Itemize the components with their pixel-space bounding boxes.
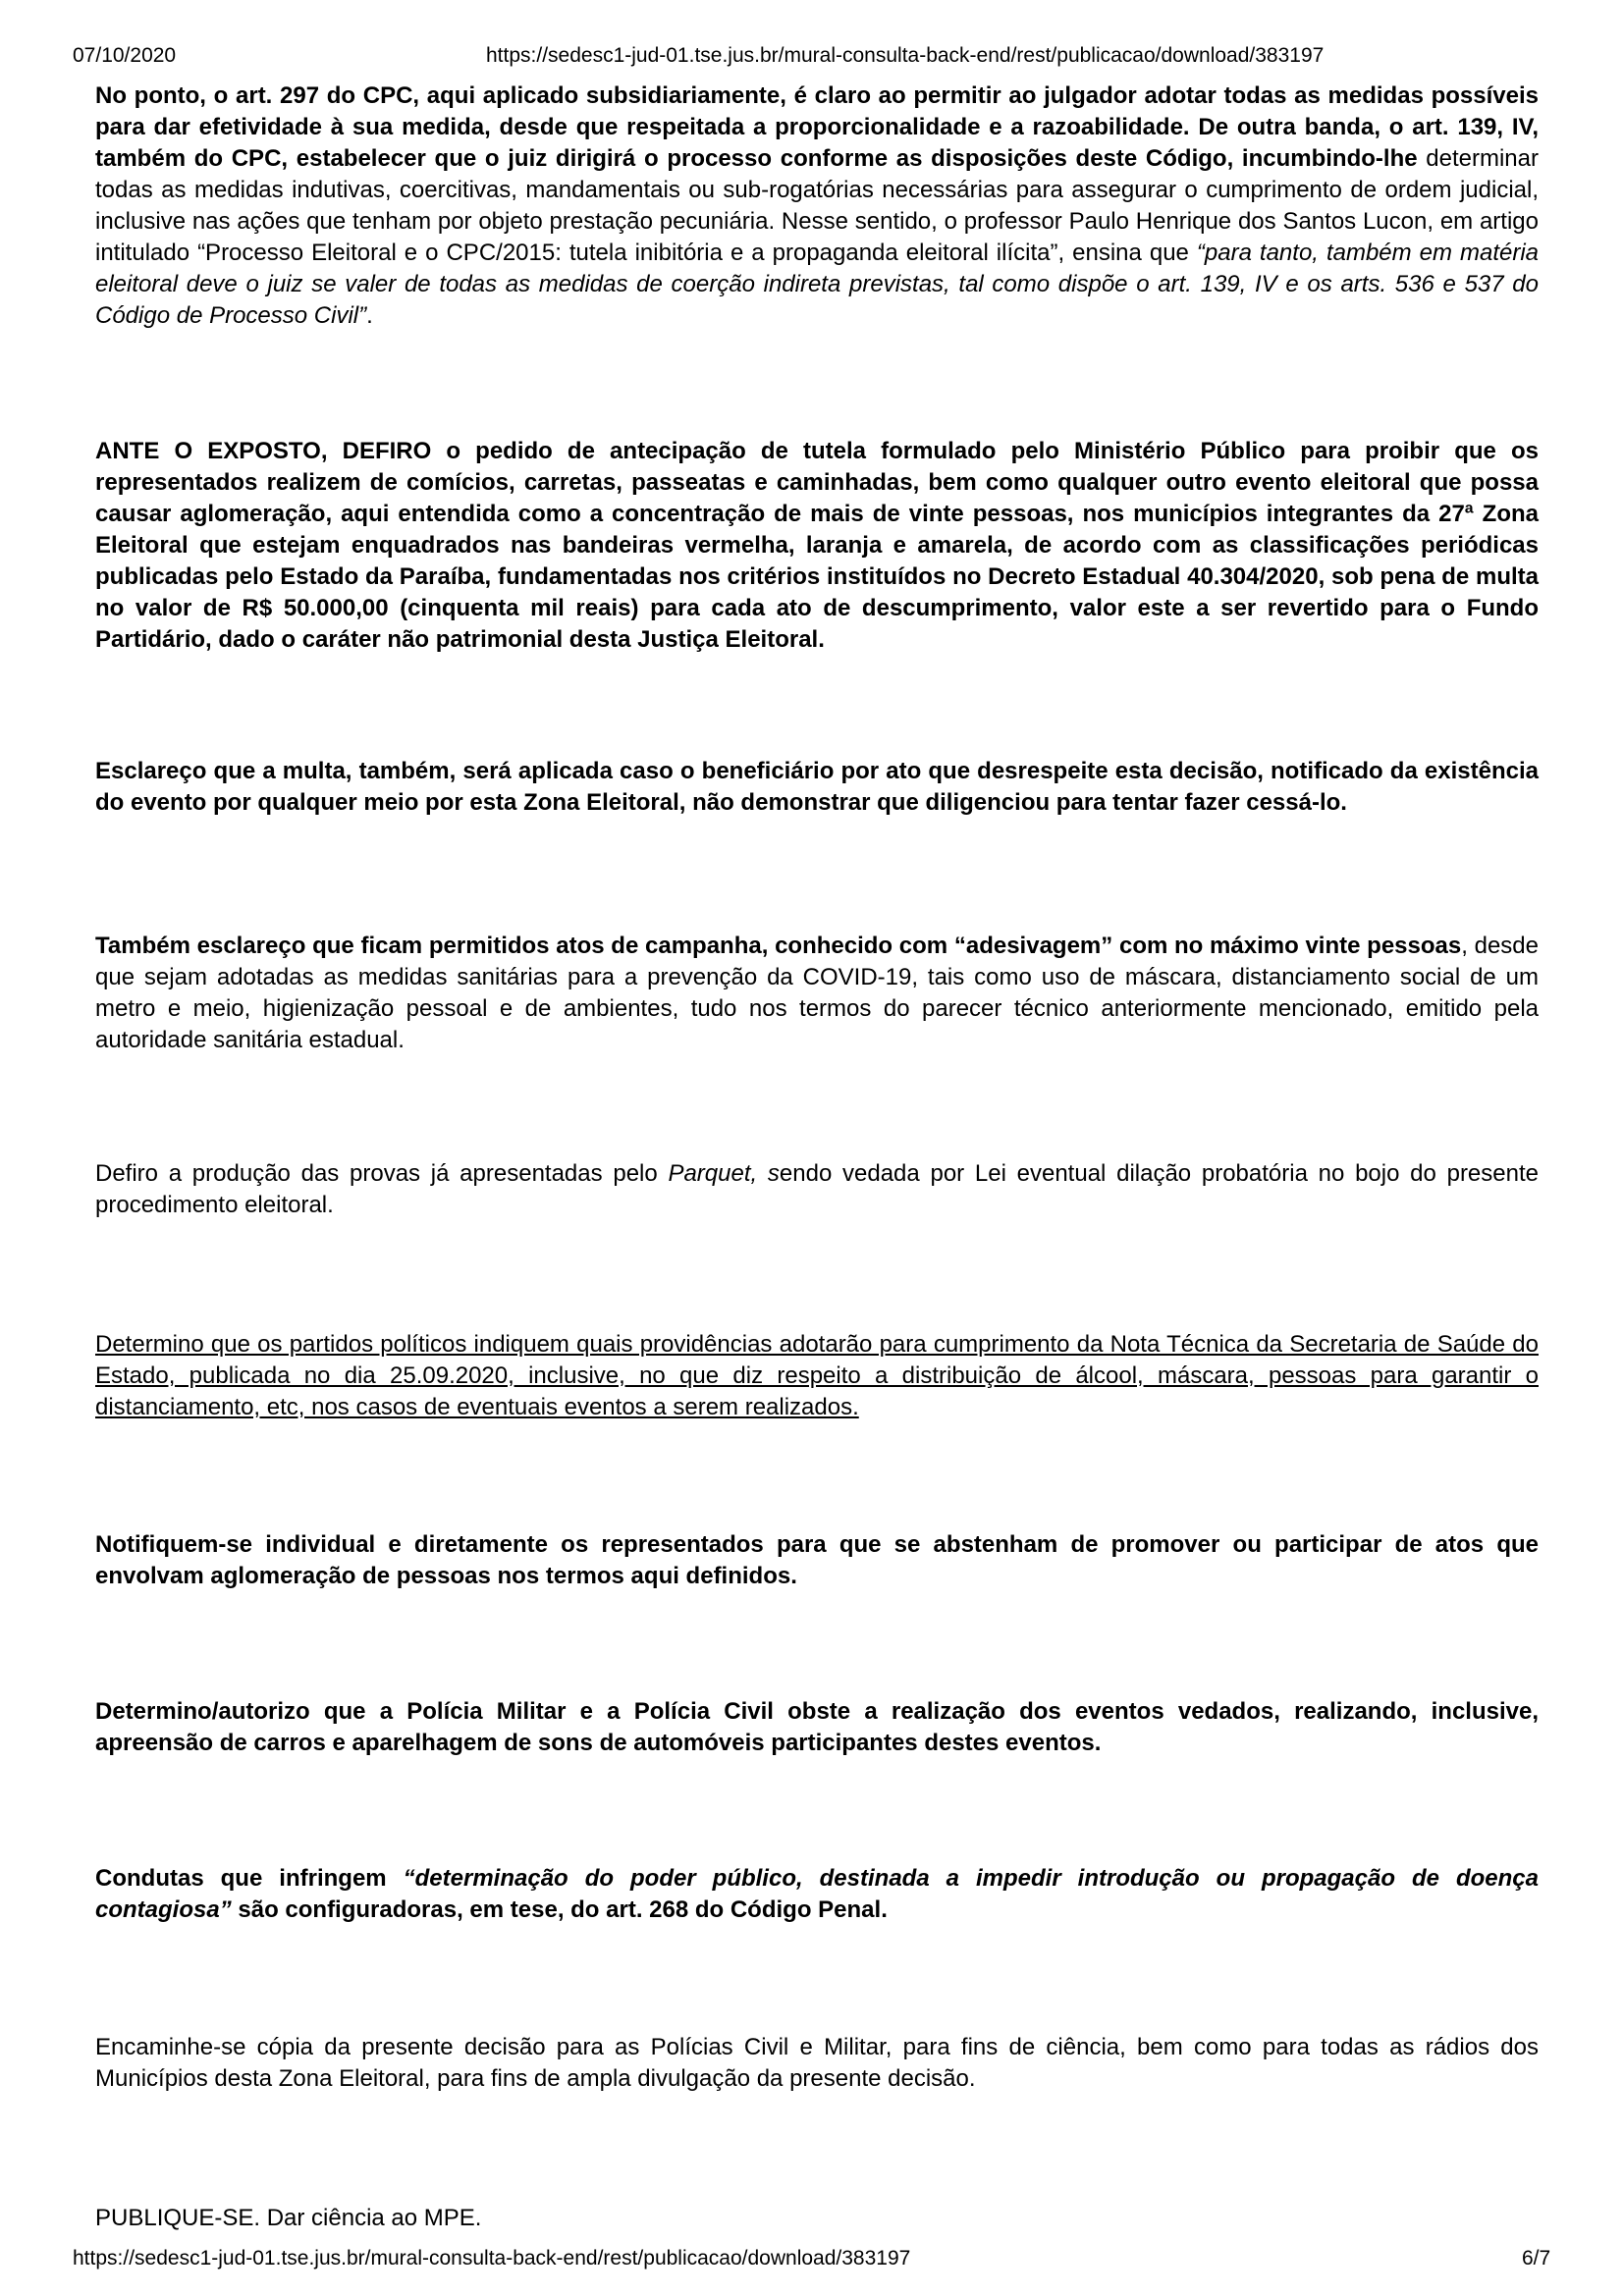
paragraph-text: determinar todas as medidas indutivas, coercitivas, mandamentais ou sub-rogatórias necessárias para assegurar o cumprimento de ordem judicial, inclusive nas ações que tenham por objeto prestação pecuniária. Nesse sentido, o professor Paulo Henrique dos Santos Lucon, em artigo intitulado “Processo Eleitoral e o CPC/2015: tutela inibitória e a propaganda eleitoral ilícita”, ensina que	[95, 145, 1539, 266]
paragraph-quote: “para tanto, também em matéria eleitoral deve o juiz se valer de todas as medidas de coerção indireta previstas, tal como dispõe o art. 139, IV e os arts. 536 e 537 do Código de Processo Civil”	[95, 240, 1540, 329]
paragraph-text: Defiro a produção das provas já apresentadas pelo	[95, 1160, 669, 1187]
paragraph-italic: Parquet, s	[668, 1160, 780, 1187]
paragraph-bold-text: Também esclareço que ficam permitidos atos de campanha, conhecido com “adesivagem” com no máximo vinte pessoas	[95, 933, 1462, 959]
paragraph-text: Condutas que infringem	[95, 1865, 404, 1892]
paragraph-text: endo vedada por Lei eventual dilação probatória no bojo do presente procedimento eleitoral.	[95, 1160, 1539, 1218]
paragraph-policia: Determino/autorizo que a Polícia Militar e a Polícia Civil obste a realização dos eventos vedados, realizando, inclusive, apreensão de carros e aparelhagem de sons de automóveis participantes destes eventos.	[95, 1698, 1539, 1756]
paragraph-bold-text: No ponto, o art. 297 do CPC, aqui aplicado subsidiariamente, é claro ao permitir ao julgador adotar todas as medidas possíveis para dar efetividade à sua medida, desde que respeitada a proporcionalidade e a razoabilidade. De outra banda, o art. 139, IV, também do CPC, estabelecer que o juiz dirigirá o processo conforme as disposições deste Código, incumbindo-lhe	[95, 82, 1539, 172]
footer-url: https://sedesc1-jud-01.tse.jus.br/mural-consulta-back-end/rest/publicacao/download/383197	[73, 2247, 911, 2269]
header-url: https://sedesc1-jud-01.tse.jus.br/mural-consulta-back-end/rest/publicacao/download/383197	[486, 44, 1325, 67]
paragraph-provas	[95, 1158, 1539, 1221]
paragraph-adesivagem	[95, 931, 1539, 1056]
paragraph-encaminhe: Encaminhe-se cópia da presente decisão para as Polícias Civil e Militar, para fins de ciência, bem como para todas as rádios dos Municípios desta Zona Eleitoral, para fins de ampla divulgação da presente decisão.	[95, 2034, 1539, 2092]
paragraph-text: , desde que sejam adotadas as medidas sanitárias para a prevenção da COVID-19, tais como uso de máscara, distanciamento social de um metro e meio, higienização pessoal e de ambientes, tudo nos termos do parecer técnico anteriormente mencionado, emitido pela autoridade sanitária estadual.	[95, 933, 1539, 1053]
paragraph-notifiquem: Notifiquem-se individual e diretamente os representados para que se abstenham de promover ou participar de atos que envolvam aglomeração de pessoas nos termos aqui definidos.	[95, 1531, 1539, 1589]
paragraph-text: são configuradoras, em tese, do art. 268 do Código Penal.	[231, 1896, 888, 1923]
paragraph-codigo-penal	[95, 1863, 1539, 1926]
paragraph-partidos: Determino que os partidos políticos indiquem quais providências adotarão para cumprimento da Nota Técnica da Secretaria de Saúde do Estado, publicada no dia 25.09.2020, inclusive, no que diz respeito a distribuição de álcool, máscara, pessoas para garantir o distanciamento, etc, nos casos de eventuais eventos a serem realizados.	[95, 1331, 1539, 1420]
header-date: 07/10/2020	[73, 44, 177, 67]
paragraph-cpc-article	[95, 80, 1539, 332]
paragraph-quote: “determinação do poder público, destinada a impedir introdução ou propagação de doença contagiosa”	[95, 1865, 1540, 1923]
paragraph-publique: PUBLIQUE-SE. Dar ciência ao MPE.	[95, 2205, 482, 2231]
paragraph-ante-o-exposto: ANTE O EXPOSTO, DEFIRO o pedido de antecipação de tutela formulado pelo Ministério Público para proibir que os representados realizem de comícios, carretas, passeatas e caminhadas, bem como qualquer outro evento eleitoral que possa causar aglomeração, aqui entendida como a concentração de mais de vinte pessoas, nos municípios integrantes da 27ª Zona Eleitoral que estejam enquadrados nas bandeiras vermelha, laranja e amarela, de acordo com as classificações periódicas publicadas pelo Estado da Paraíba, fundamentadas nos critérios instituídos no Decreto Estadual 40.304/2020, sob pena de multa no valor de R$ 50.000,00 (cinquenta mil reais) para cada ato de descumprimento, valor este a ser revertido para o Fundo Partidário, dado o caráter não patrimonial desta Justiça Eleitoral.	[95, 438, 1539, 653]
paragraph-end: .	[366, 302, 373, 329]
footer-page-number: 6/7	[1522, 2247, 1551, 2269]
paragraph-multa: Esclareço que a multa, também, será aplicada caso o beneficiário por ato que desrespeite esta decisão, notificado da existência do evento por qualquer meio por esta Zona Eleitoral, não demonstrar que diligenciou para tentar fazer cessá-lo.	[95, 758, 1539, 816]
